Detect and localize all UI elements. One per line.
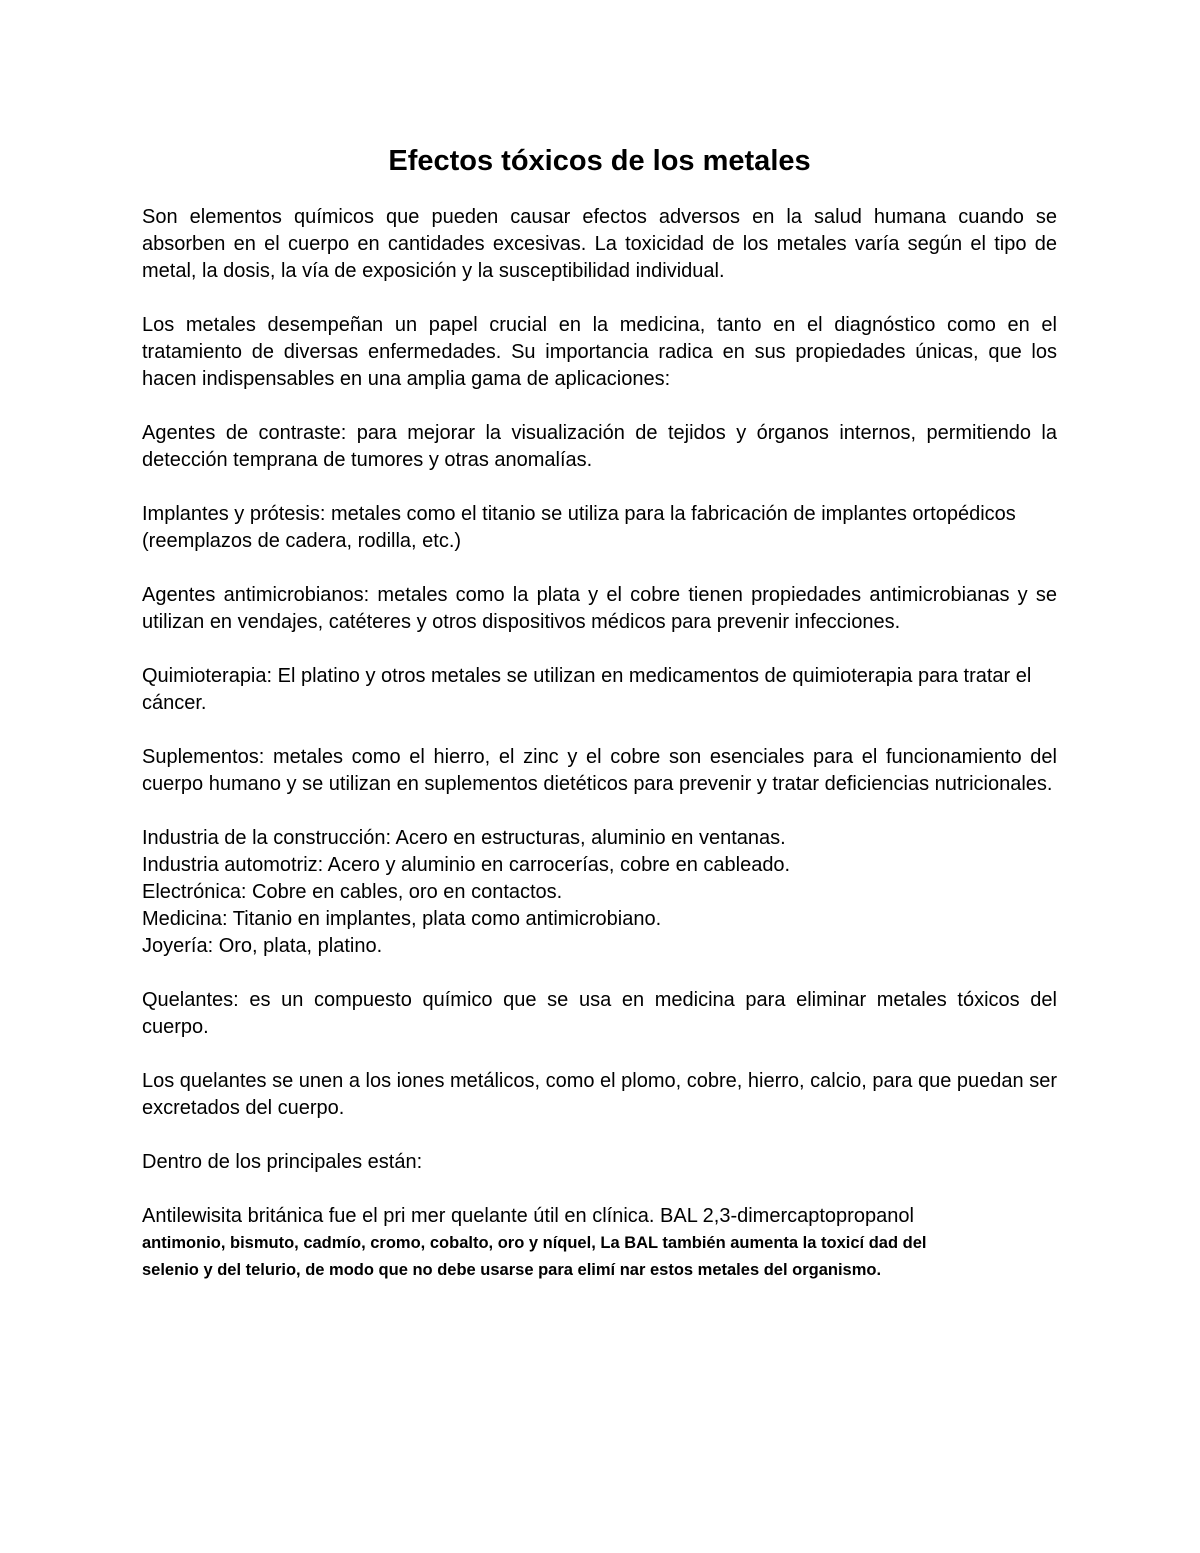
contrast-agents-paragraph: Agentes de contraste: para mejorar la visualización de tejidos y órganos internos, permitiendo la detección temprana de tumores y otras anomalías. xyxy=(142,422,1057,471)
chelants-binding-paragraph: Los quelantes se unen a los iones metálicos, como el plomo, cobre, hierro, calcio, para que puedan ser excretados del cuerpo. xyxy=(142,1070,1057,1119)
document-body xyxy=(142,138,1057,1284)
chelants-definition-paragraph: Quelantes: es un compuesto químico que se usa en medicina para eliminar metales tóxicos del cuerpo. xyxy=(142,989,1057,1038)
industry-uses-list xyxy=(142,825,1057,960)
chemotherapy-paragraph: Quimioterapia: El platino y otros metales se utilizan en medicamentos de quimioterapia para tratar el cáncer. xyxy=(142,665,1032,714)
document-title: Efectos tóxicos de los metales xyxy=(388,145,811,177)
medicine-role-paragraph: Los metales desempeñan un papel crucial en la medicina, tanto en el diagnóstico como en el tratamiento de diversas enfermedades. Su importancia radica en sus propiedades únicas, que los hacen indispensables en una amplia gama de aplicaciones: xyxy=(142,314,1057,390)
principal-chelants-heading: Dentro de los principales están: xyxy=(142,1151,423,1173)
industry-line: Medicina: Titanio en implantes, plata como antimicrobiano. xyxy=(142,908,662,930)
industry-line: Electrónica: Cobre en cables, oro en contactos. xyxy=(142,881,563,903)
intro-paragraph: Son elementos químicos que pueden causar efectos adversos en la salud humana cuando se absorben en el cuerpo en cantidades excesivas. La toxicidad de los metales varía según el tipo de metal, la dosis, la vía de exposición y la susceptibilidad individual. xyxy=(142,206,1057,282)
bal-bold-line: selenio y del telurio, de modo que no debe usarse para elimí nar estos metales del organismo. xyxy=(142,1261,882,1279)
antimicrobials-paragraph: Agentes antimicrobianos: metales como la plata y el cobre tienen propiedades antimicrobianas y se utilizan en vendajes, catéteres y otros dispositivos médicos para prevenir infecciones. xyxy=(142,584,1057,633)
industry-line: Joyería: Oro, plata, platino. xyxy=(142,935,383,957)
industry-line: Industria de la construcción: Acero en estructuras, aluminio en ventanas. xyxy=(142,827,786,849)
bal-line: Antilewisita británica fue el pri mer quelante útil en clínica. BAL 2,3-dimercaptopropanol xyxy=(142,1205,914,1227)
supplements-paragraph: Suplementos: metales como el hierro, el zinc y el cobre son esenciales para el funcionamiento del cuerpo humano y se utilizan en suplementos dietéticos para prevenir y tratar deficiencias nutricionales. xyxy=(142,746,1057,795)
industry-line: Industria automotriz: Acero y aluminio en carrocerías, cobre en cableado. xyxy=(142,854,791,876)
implants-paragraph: Implantes y prótesis: metales como el titanio se utiliza para la fabricación de implantes ortopédicos (reemplazos de cadera, rodilla, etc.) xyxy=(142,503,1016,552)
bal-bold-line: antimonio, bismuto, cadmío, cromo, cobalto, oro y níquel, La BAL también aumenta la toxicí dad del xyxy=(142,1234,927,1252)
bal-paragraph xyxy=(142,1203,1057,1284)
